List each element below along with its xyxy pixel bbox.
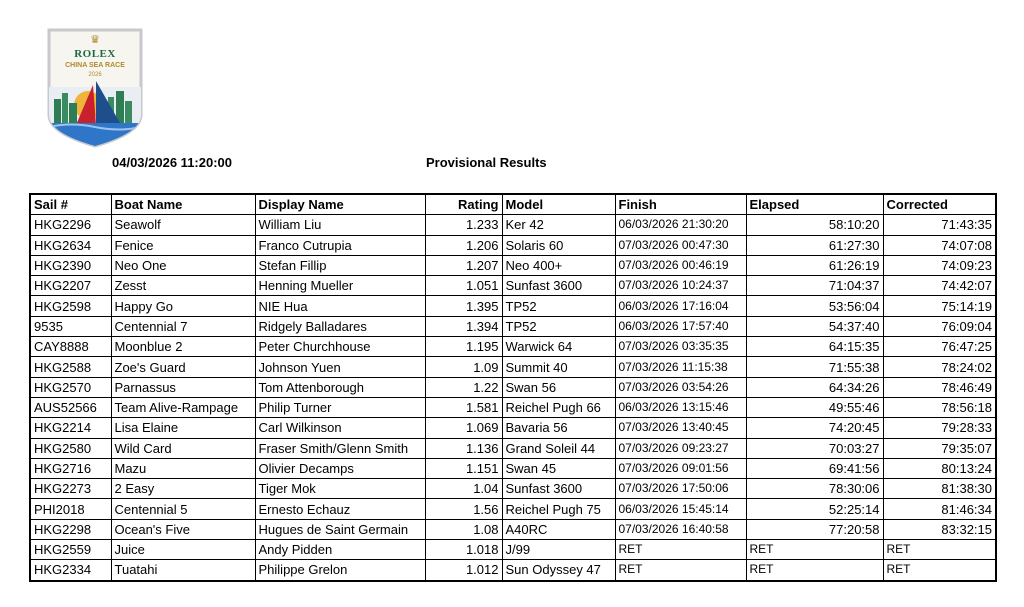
display-name-cell: Franco Cutrupia — [255, 235, 425, 255]
display-name-cell: NIE Hua — [255, 296, 425, 316]
display-name-cell: William Liu — [255, 215, 425, 235]
finish-cell: 07/03/2026 17:50:06 — [615, 479, 746, 499]
display-name-cell: Carl Wilkinson — [255, 418, 425, 438]
elapsed-cell: 78:30:06 — [746, 479, 883, 499]
display-name-cell: Ridgely Balladares — [255, 316, 425, 336]
rating-cell: 1.069 — [425, 418, 502, 438]
display-name-cell: Tiger Mok — [255, 479, 425, 499]
finish-cell: 07/03/2026 13:40:45 — [615, 418, 746, 438]
corrected-cell: 81:38:30 — [883, 479, 996, 499]
boat-name-cell: Ocean's Five — [111, 519, 255, 539]
rating-cell: 1.04 — [425, 479, 502, 499]
logo-event-name: CHINA SEA RACE — [65, 62, 125, 69]
results-table — [29, 193, 997, 582]
table-row — [30, 276, 996, 296]
boat-name-cell: Wild Card — [111, 438, 255, 458]
finish-cell: 07/03/2026 09:23:27 — [615, 438, 746, 458]
sail-cell: HKG2580 — [30, 438, 111, 458]
rating-cell: 1.051 — [425, 276, 502, 296]
boat-name-cell: Parnassus — [111, 377, 255, 397]
boat-name-cell: Seawolf — [111, 215, 255, 235]
model-cell: Grand Soleil 44 — [502, 438, 615, 458]
page-title: Provisional Results — [426, 155, 547, 170]
model-cell: Solaris 60 — [502, 235, 615, 255]
event-logo — [46, 27, 144, 149]
table-row — [30, 357, 996, 377]
elapsed-cell: 58:10:20 — [746, 215, 883, 235]
table-row — [30, 215, 996, 235]
boat-name-cell: Zoe's Guard — [111, 357, 255, 377]
model-cell: Reichel Pugh 75 — [502, 499, 615, 519]
elapsed-cell: 61:27:30 — [746, 235, 883, 255]
sail-cell: PHI2018 — [30, 499, 111, 519]
sail-cell: HKG2570 — [30, 377, 111, 397]
display-name-cell: Hugues de Saint Germain — [255, 519, 425, 539]
elapsed-cell: RET — [746, 540, 883, 560]
rating-cell: 1.22 — [425, 377, 502, 397]
display-name-cell: Fraser Smith/Glenn Smith — [255, 438, 425, 458]
corrected-cell: 79:35:07 — [883, 438, 996, 458]
sail-cell: HKG2207 — [30, 276, 111, 296]
table-row — [30, 296, 996, 316]
logo-brand: ROLEX — [74, 48, 116, 60]
boat-name-cell: Lisa Elaine — [111, 418, 255, 438]
elapsed-cell: 53:56:04 — [746, 296, 883, 316]
display-name-cell: Philip Turner — [255, 397, 425, 417]
sail-cell: CAY8888 — [30, 337, 111, 357]
sail-cell: AUS52566 — [30, 397, 111, 417]
finish-cell: 07/03/2026 03:54:26 — [615, 377, 746, 397]
sail-cell: HKG2390 — [30, 255, 111, 275]
model-cell: Sunfast 3600 — [502, 276, 615, 296]
table-row — [30, 235, 996, 255]
finish-cell: RET — [615, 540, 746, 560]
header-row — [30, 194, 996, 215]
sail-cell: HKG2214 — [30, 418, 111, 438]
elapsed-cell: 69:41:56 — [746, 458, 883, 478]
corrected-cell: RET — [883, 540, 996, 560]
elapsed-cell: 64:34:26 — [746, 377, 883, 397]
model-cell: Bavaria 56 — [502, 418, 615, 438]
table-row — [30, 519, 996, 539]
finish-cell: 06/03/2026 17:16:04 — [615, 296, 746, 316]
sail-cell: 9535 — [30, 316, 111, 336]
elapsed-cell: 52:25:14 — [746, 499, 883, 519]
corrected-cell: 75:14:19 — [883, 296, 996, 316]
table-row — [30, 377, 996, 397]
model-cell: Summit 40 — [502, 357, 615, 377]
display-name-cell: Tom Attenborough — [255, 377, 425, 397]
col-header-corrected: Corrected — [883, 194, 996, 215]
display-name-cell: Andy Pidden — [255, 540, 425, 560]
model-cell: Sun Odyssey 47 — [502, 560, 615, 581]
rating-cell: 1.012 — [425, 560, 502, 581]
table-row — [30, 540, 996, 560]
sail-cell: HKG2298 — [30, 519, 111, 539]
boat-name-cell: Team Alive-Rampage — [111, 397, 255, 417]
sail-cell: HKG2634 — [30, 235, 111, 255]
rating-cell: 1.08 — [425, 519, 502, 539]
col-header-rating: Rating — [425, 194, 502, 215]
sail-cell: HKG2334 — [30, 560, 111, 581]
display-name-cell: Johnson Yuen — [255, 357, 425, 377]
elapsed-cell: 70:03:27 — [746, 438, 883, 458]
corrected-cell: 78:46:49 — [883, 377, 996, 397]
display-name-cell: Henning Mueller — [255, 276, 425, 296]
corrected-cell: 79:28:33 — [883, 418, 996, 438]
finish-cell: 06/03/2026 15:45:14 — [615, 499, 746, 519]
boat-name-cell: Zesst — [111, 276, 255, 296]
rating-cell: 1.394 — [425, 316, 502, 336]
rating-cell: 1.018 — [425, 540, 502, 560]
rating-cell: 1.395 — [425, 296, 502, 316]
col-header-model: Model — [502, 194, 615, 215]
corrected-cell: 71:43:35 — [883, 215, 996, 235]
rating-cell: 1.581 — [425, 397, 502, 417]
table-row — [30, 255, 996, 275]
elapsed-cell: 77:20:58 — [746, 519, 883, 539]
rating-cell: 1.195 — [425, 337, 502, 357]
corrected-cell: 81:46:34 — [883, 499, 996, 519]
display-name-cell: Peter Churchhouse — [255, 337, 425, 357]
table-row — [30, 499, 996, 519]
boat-name-cell: Tuatahi — [111, 560, 255, 581]
sail-cell: HKG2716 — [30, 458, 111, 478]
boat-name-cell: Fenice — [111, 235, 255, 255]
corrected-cell: 78:56:18 — [883, 397, 996, 417]
table-row — [30, 397, 996, 417]
corrected-cell: 78:24:02 — [883, 357, 996, 377]
boat-name-cell: Mazu — [111, 458, 255, 478]
elapsed-cell: 54:37:40 — [746, 316, 883, 336]
results-body — [30, 215, 996, 581]
col-header-sail: Sail # — [30, 194, 111, 215]
finish-cell: 07/03/2026 00:47:30 — [615, 235, 746, 255]
col-header-elapsed: Elapsed — [746, 194, 883, 215]
corrected-cell: RET — [883, 560, 996, 581]
model-cell: Warwick 64 — [502, 337, 615, 357]
finish-cell: 07/03/2026 10:24:37 — [615, 276, 746, 296]
elapsed-cell: 74:20:45 — [746, 418, 883, 438]
model-cell: Swan 56 — [502, 377, 615, 397]
table-row — [30, 560, 996, 581]
boat-name-cell: Juice — [111, 540, 255, 560]
rating-cell: 1.09 — [425, 357, 502, 377]
finish-cell: 06/03/2026 17:57:40 — [615, 316, 746, 336]
corrected-cell: 74:09:23 — [883, 255, 996, 275]
finish-cell: 07/03/2026 16:40:58 — [615, 519, 746, 539]
sail-cell: HKG2598 — [30, 296, 111, 316]
crown-icon: ♛ — [90, 34, 100, 46]
sail-cell: HKG2588 — [30, 357, 111, 377]
rating-cell: 1.207 — [425, 255, 502, 275]
sail-cell: HKG2296 — [30, 215, 111, 235]
model-cell: Reichel Pugh 66 — [502, 397, 615, 417]
sail-cell: HKG2559 — [30, 540, 111, 560]
model-cell: Swan 45 — [502, 458, 615, 478]
elapsed-cell: 71:04:37 — [746, 276, 883, 296]
results-timestamp: 04/03/2026 11:20:00 — [112, 155, 232, 170]
boat-name-cell: Centennial 5 — [111, 499, 255, 519]
table-row — [30, 316, 996, 336]
model-cell: Neo 400+ — [502, 255, 615, 275]
model-cell: TP52 — [502, 296, 615, 316]
corrected-cell: 74:07:08 — [883, 235, 996, 255]
finish-cell: 07/03/2026 03:35:35 — [615, 337, 746, 357]
rating-cell: 1.151 — [425, 458, 502, 478]
table-row — [30, 337, 996, 357]
corrected-cell: 80:13:24 — [883, 458, 996, 478]
logo-year: 2026 — [88, 72, 102, 78]
table-row — [30, 458, 996, 478]
model-cell: Ker 42 — [502, 215, 615, 235]
col-header-finish: Finish — [615, 194, 746, 215]
corrected-cell: 74:42:07 — [883, 276, 996, 296]
finish-cell: 06/03/2026 21:30:20 — [615, 215, 746, 235]
elapsed-cell: 49:55:46 — [746, 397, 883, 417]
elapsed-cell: 61:26:19 — [746, 255, 883, 275]
finish-cell: 07/03/2026 09:01:56 — [615, 458, 746, 478]
elapsed-cell: 64:15:35 — [746, 337, 883, 357]
boat-name-cell: Happy Go — [111, 296, 255, 316]
rating-cell: 1.206 — [425, 235, 502, 255]
col-header-boat: Boat Name — [111, 194, 255, 215]
boat-name-cell: Neo One — [111, 255, 255, 275]
elapsed-cell: RET — [746, 560, 883, 581]
model-cell: TP52 — [502, 316, 615, 336]
model-cell: A40RC — [502, 519, 615, 539]
sail-cell: HKG2273 — [30, 479, 111, 499]
corrected-cell: 83:32:15 — [883, 519, 996, 539]
display-name-cell: Philippe Grelon — [255, 560, 425, 581]
display-name-cell: Ernesto Echauz — [255, 499, 425, 519]
model-cell: J/99 — [502, 540, 615, 560]
display-name-cell: Stefan Fillip — [255, 255, 425, 275]
elapsed-cell: 71:55:38 — [746, 357, 883, 377]
boat-name-cell: Centennial 7 — [111, 316, 255, 336]
table-row — [30, 418, 996, 438]
finish-cell: RET — [615, 560, 746, 581]
corrected-cell: 76:09:04 — [883, 316, 996, 336]
rating-cell: 1.136 — [425, 438, 502, 458]
rating-cell: 1.233 — [425, 215, 502, 235]
boat-name-cell: 2 Easy — [111, 479, 255, 499]
finish-cell: 07/03/2026 11:15:38 — [615, 357, 746, 377]
finish-cell: 07/03/2026 00:46:19 — [615, 255, 746, 275]
finish-cell: 06/03/2026 13:15:46 — [615, 397, 746, 417]
rating-cell: 1.56 — [425, 499, 502, 519]
corrected-cell: 76:47:25 — [883, 337, 996, 357]
display-name-cell: Olivier Decamps — [255, 458, 425, 478]
col-header-display: Display Name — [255, 194, 425, 215]
table-row — [30, 438, 996, 458]
table-row — [30, 479, 996, 499]
model-cell: Sunfast 3600 — [502, 479, 615, 499]
boat-name-cell: Moonblue 2 — [111, 337, 255, 357]
